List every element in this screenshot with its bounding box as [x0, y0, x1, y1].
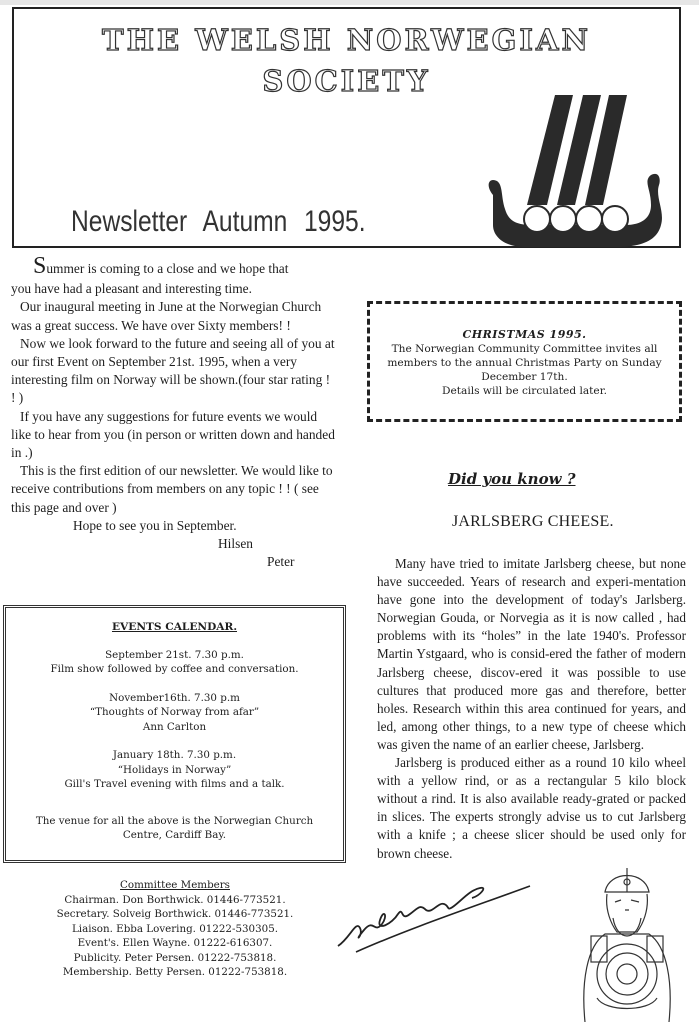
committee-members — [0, 878, 350, 980]
viking-ship-icon — [475, 85, 675, 250]
intro-paragraph-suggestions: If you have any suggestions for future events we would like to hear from you (in person or written down and handed in .) — [11, 408, 335, 461]
article-title: JARLSBERG CHEESE. — [452, 513, 614, 530]
event-description: “Thoughts of Norway from afar” — [89, 706, 260, 718]
event-description: “Holidays in Norway” — [117, 763, 232, 776]
committee-member: Membership. Betty Persen. 01222-753818. — [62, 966, 288, 978]
christmas-title: CHRISTMAS 1995. — [462, 328, 587, 341]
society-title-line1: THE WELSH NORWEGIAN — [102, 23, 591, 57]
christmas-line: December 17th. — [481, 371, 568, 383]
intro-line-2: you have had a pleasant and interesting time. — [11, 281, 252, 297]
signature-icon — [330, 868, 540, 958]
christmas-notice — [367, 301, 682, 422]
event-description: Film show followed by coffee and conversation. — [50, 663, 299, 675]
event-item — [6, 748, 343, 792]
event-speaker: Gill's Travel evening with films and a talk. — [64, 778, 285, 790]
committee-member: Publicity. Peter Persen. 01222-753818. — [73, 951, 277, 964]
committee-title: Committee Members — [120, 879, 230, 891]
intro-letter — [11, 253, 336, 571]
venue-line: Centre, Cardiff Bay. — [122, 829, 227, 841]
intro-paragraph-inaugural: Our inaugural meeting in June at the Norwegian Church was a great success. We have over Sixty members! ! — [11, 299, 322, 333]
event-item — [6, 691, 343, 735]
viking-cheese-illustration — [565, 862, 690, 1022]
page-top-edge — [0, 0, 699, 5]
committee-member: Event's. Ellen Wayne. 01222-616307. — [77, 937, 273, 949]
jarlsberg-article — [377, 555, 686, 863]
event-date: November16th. 7.30 p.m — [109, 691, 240, 704]
dropcap: S — [33, 253, 47, 279]
event-date: September 21st. 7.30 p.m. — [105, 648, 244, 661]
article-paragraph: Jarlsberg is produced either as a round 10 kilo wheel with a yellow rind, or as a rectangular 5 kilo block without a rind. It is also available ready-grated or packed in slices. The experts strongly advise us to cut Jarlsberg with a knife ; a cheese slicer should be used only for brown cheese. — [377, 755, 686, 861]
article-paragraph: Many have tried to imitate Jarlsberg cheese, but none have succeeded. Years of research and experi-mentation have gone into the development of today's Jarlsberg. Norwegian Gouda, or Norvegia as it is now called , had problems with its “holes” in the late 1940's. Professor Martin Ystgaard, who is consid-ered the father of modern Jarlsberg cheese, discov-ered it was possible to use cultures that produced more gas and therefore, better holes. Research within this area continued for years, and led, among other things, to a new type of cheese which was given the name of an earlier cheese, Jarlsberg. — [377, 556, 686, 752]
intro-paragraph-first-event: Now we look forward to the future and seeing all of you at our first Event on September 21st. 1995, when a very interesting film on Norway will be shown.(four star rating ! ! ) — [11, 335, 335, 406]
christmas-line: The Norwegian Community Committee invites all — [391, 343, 658, 355]
event-item — [6, 648, 343, 677]
venue-line: The venue for all the above is the Norwegian Church — [35, 814, 314, 827]
intro-author: Peter — [267, 554, 295, 570]
newsletter-issue: Newsletter Autumn 1995. — [71, 205, 366, 238]
committee-member: Chairman. Don Borthwick. 01446-773521. — [64, 893, 286, 906]
intro-line-1: ummer is coming to a close and we hope that — [46, 261, 289, 276]
committee-member: Secretary. Solveig Borthwick. 01446-773521. — [56, 908, 294, 920]
did-you-know-heading: Did you know ? — [448, 470, 576, 488]
events-calendar-title: EVENTS CALENDAR. — [111, 621, 238, 633]
events-calendar — [3, 605, 346, 863]
committee-member: Liaison. Ebba Lovering. 01222-530305. — [71, 922, 279, 935]
christmas-line: Details will be circulated later. — [442, 385, 607, 397]
society-title-line2: SOCIETY — [262, 64, 431, 98]
event-date: January 18th. 7.30 p.m. — [112, 749, 237, 761]
christmas-line: members to the annual Christmas Party on Sunday — [387, 357, 662, 369]
intro-paragraph-contributions: This is the first edition of our newsletter. We would like to receive contributions from members on any topic ! ! ( see this page and over ) — [11, 463, 333, 515]
intro-closing: Hope to see you in September. — [73, 517, 237, 533]
intro-signoff: Hilsen — [218, 536, 253, 552]
event-speaker: Ann Carlton — [142, 720, 207, 733]
